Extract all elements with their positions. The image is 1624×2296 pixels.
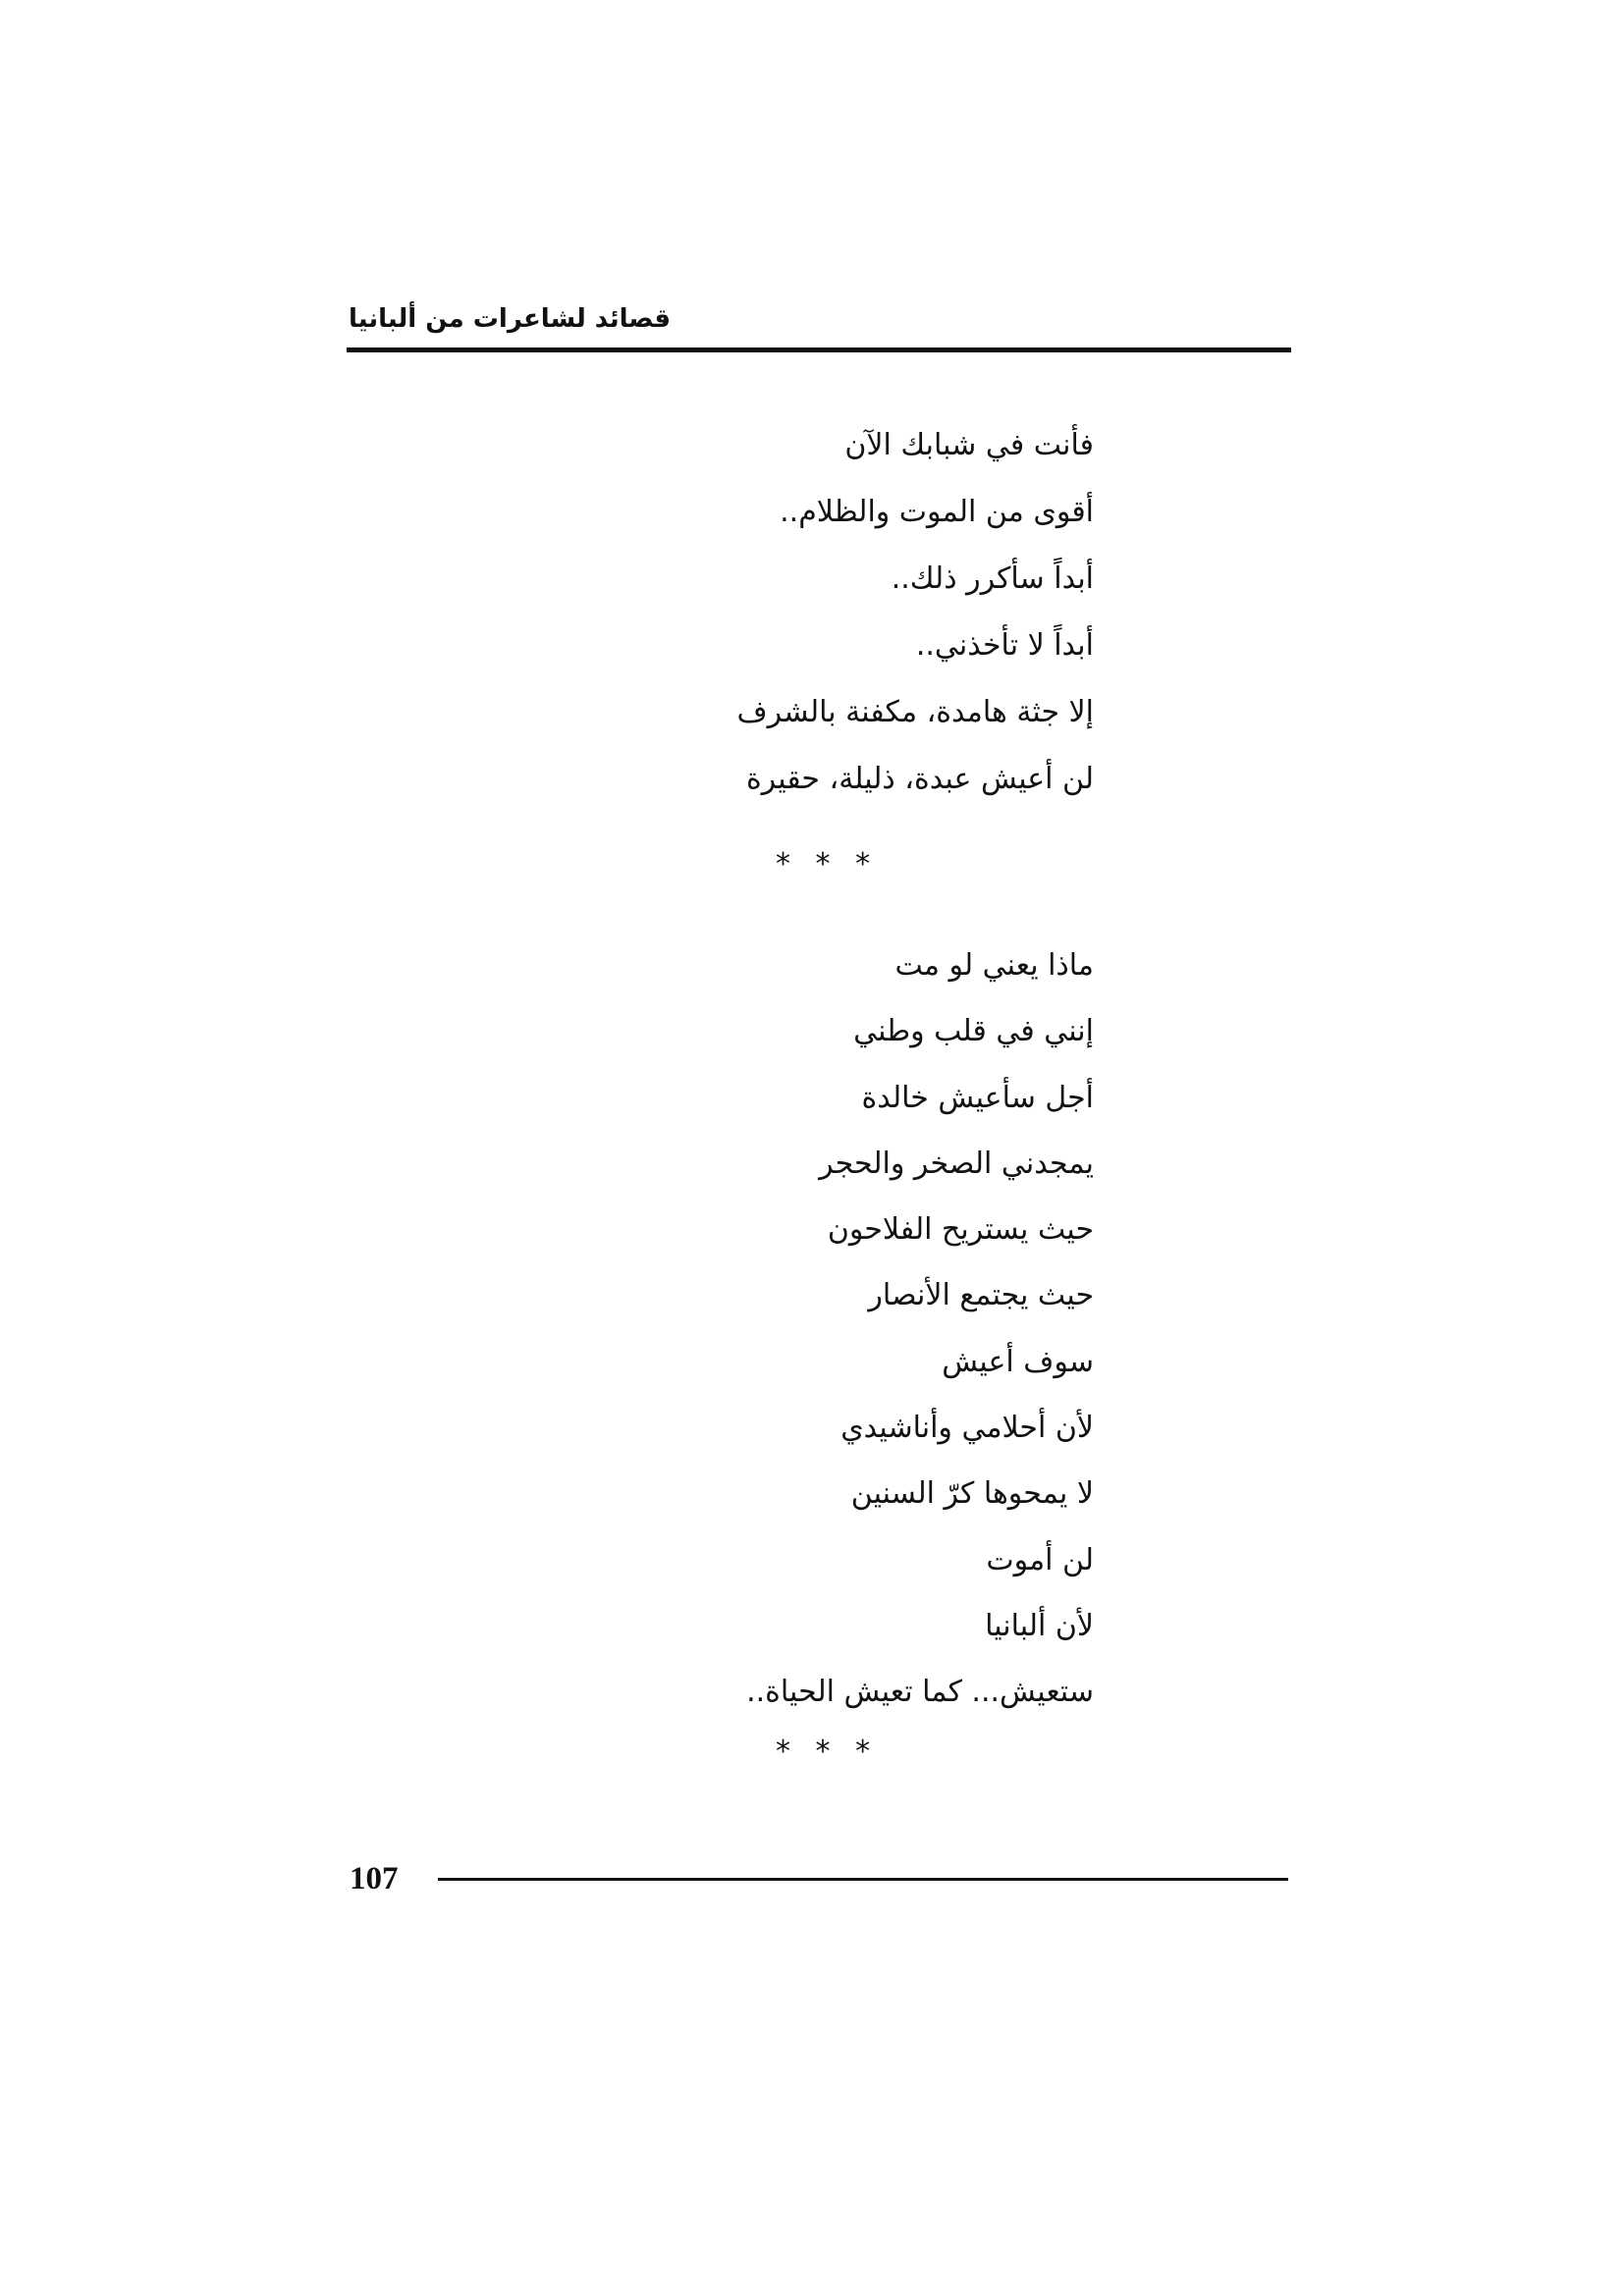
verse-line: إنني في قلب وطني [853,1014,1094,1049]
stanza-separator: * * * [776,1735,879,1769]
verse-line: لن أعيش عبدة، ذليلة، حقيرة [745,762,1094,796]
stanza-separator: * * * [776,847,879,881]
verse-line: فأنت في شبابك الآن [844,428,1094,462]
header-rule [347,347,1291,352]
verse-line: ستعيش... كما تعيش الحياة.. [746,1675,1094,1710]
verse-line: لن أموت [986,1542,1094,1577]
verse-line: أقوى من الموت والظلام.. [780,495,1094,529]
verse-line: لأن أحلامي وأناشيدي [840,1411,1094,1446]
running-header-title: قصائد لشاعرات من ألبانيا [349,304,671,334]
verse-line: أجل سأعيش خالدة [861,1080,1094,1115]
verse-line: سوف أعيش [942,1344,1094,1379]
stanza-1 [544,412,1094,813]
page-number: 107 [350,1861,399,1896]
verse-line: أبداً سأكرر ذلك.. [891,561,1094,596]
verse-line: أبداً لا تأخذني.. [915,628,1094,663]
verse-line: حيث يجتمع الأنصار [868,1278,1094,1313]
verse-line: يمجدني الصخر والحجر [819,1146,1094,1181]
verse-line: لأن ألبانيا [985,1608,1094,1643]
verse-line: حيث يستريح الفلاحون [827,1212,1094,1248]
verse-line: لا يمحوها كرّ السنين [850,1476,1094,1512]
verse-line: ماذا يعني لو مت [894,948,1094,983]
stanza-2 [544,933,1094,1726]
footer-rule [438,1878,1288,1881]
verse-line: إلا جثة هامدة، مكفنة بالشرف [736,695,1094,729]
